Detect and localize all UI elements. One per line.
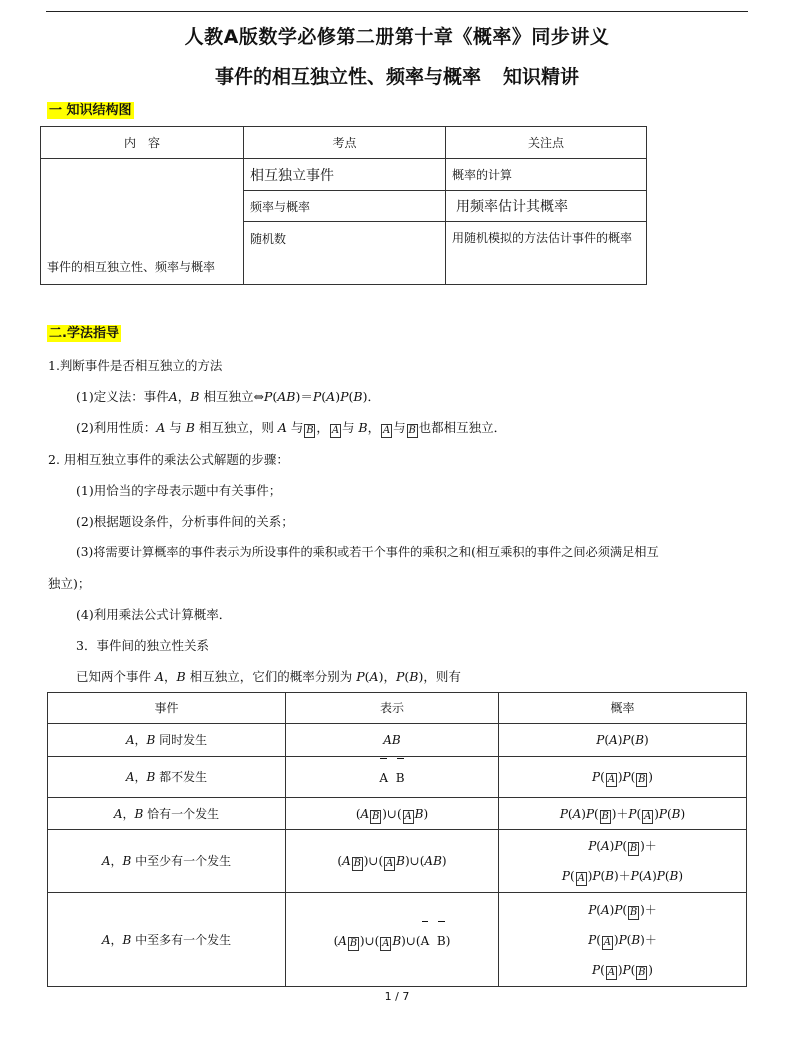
repr-cell: (A B )∪( A B)∪(A B)	[286, 893, 499, 987]
subtitle-tail: 知识精讲	[503, 66, 580, 88]
header-event: 事件	[48, 693, 286, 724]
repr-cell: (A B )∪( A B)∪(AB)	[286, 830, 499, 893]
focus-2: 用频率估计其概率	[446, 191, 647, 222]
point-1: 相互独立事件	[244, 159, 446, 191]
header-content: 内 容	[41, 127, 244, 159]
header-representation: 表示	[286, 693, 499, 724]
repr-cell: (A B )∪( A B)	[286, 798, 499, 830]
document-subtitle	[0, 62, 794, 89]
event-cell: A，B 恰有一个发生	[48, 798, 286, 830]
method-2-title: 2. 用相互独立事件的乘法公式解题的步骤：	[48, 452, 289, 467]
document-title: 人教A版数学必修第二册第十章《概率》同步讲义	[184, 26, 610, 48]
method-1-definition: (1)定义法：事件A，B 相互独立⇔P(AB)＝P(A)P(B)．	[76, 389, 380, 404]
method-3-intro: 已知两个事件 A，B 相互独立，它们的概率分别为 P(A)，P(B)，则有	[76, 669, 461, 684]
prob-cell: P(A)P(B)	[499, 724, 747, 757]
table-row	[48, 830, 747, 893]
event-cell: A，B 都不发生	[48, 757, 286, 798]
prob-cell: P(A)P( B )＋P( A )P(B)	[499, 798, 747, 830]
prob-cell: P( A )P( B )	[499, 757, 747, 798]
section-heading-method: 二.学法指导	[49, 326, 119, 341]
table-row	[48, 798, 747, 830]
page-number: 1 / 7	[384, 990, 410, 1003]
independence-relation-table	[47, 692, 747, 987]
focus-1: 概率的计算	[446, 159, 647, 191]
event-cell: A，B 中至多有一个发生	[48, 893, 286, 987]
method-1-title: 1.判断事件是否相互独立的方法	[48, 358, 223, 373]
point-2: 频率与概率	[244, 191, 446, 222]
event-cell: A，B 同时发生	[48, 724, 286, 757]
method-2-step-3: (3)将需要计算概率的事件表示为所设事件的乘积或若干个事件的乘积之和(相互乘积的事件之间必须满足相互	[76, 545, 659, 559]
subtitle-main: 事件的相互独立性、频率与概率	[214, 66, 481, 88]
method-3-title: 3．事件间的独立性关系	[76, 638, 209, 653]
header-focus: 关注点	[446, 127, 647, 159]
method-2-step-3-cont: 独立)；	[48, 576, 91, 591]
table-row	[48, 893, 747, 987]
header-rule	[46, 11, 748, 12]
method-2-step-1: (1)用恰当的字母表示题中有关事件；	[76, 483, 282, 498]
event-cell: A，B 中至少有一个发生	[48, 830, 286, 893]
repr-cell: AB	[286, 724, 499, 757]
method-2-step-4: (4)利用乘法公式计算概率．	[76, 607, 232, 622]
section-heading-structure: 一 知识结构图	[49, 103, 132, 118]
prob-cell: P(A)P( B )＋ P( A )P(B)＋P(A)P(B)	[499, 830, 747, 893]
table-row	[48, 724, 747, 757]
knowledge-structure-table	[40, 126, 647, 285]
method-1-property: (2)利用性质：A 与 B 相互独立，则 A 与 B ， A 与 B， A 与 B 也都相互独立．	[76, 420, 507, 436]
focus-3: 用随机模拟的方法估计事件的概率	[446, 222, 647, 285]
table-row	[48, 757, 747, 798]
header-points: 考点	[244, 127, 446, 159]
point-3: 随机数	[244, 222, 446, 285]
prob-cell: P(A)P( B )＋ P( A )P(B)＋ P( A )P( B )	[499, 893, 747, 987]
header-probability: 概率	[499, 693, 747, 724]
content-cell: 事件的相互独立性、频率与概率	[41, 159, 244, 285]
method-2-step-2: (2)根据题设条件，分析事件间的关系；	[76, 514, 294, 529]
repr-cell: A B	[286, 757, 499, 798]
